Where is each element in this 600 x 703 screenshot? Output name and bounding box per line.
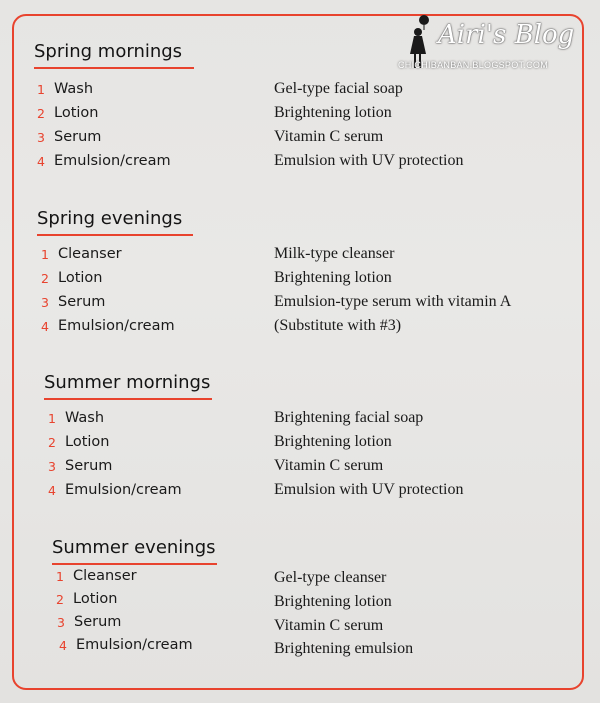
list-item	[0, 408, 560, 432]
product-name: Brightening lotion	[274, 593, 392, 610]
step-label: Cleanser	[73, 568, 137, 584]
section-title: Summer evenings	[52, 537, 216, 558]
section-title: Summer mornings	[44, 372, 211, 393]
blog-watermark	[396, 14, 582, 78]
product-name: Gel-type facial soap	[274, 80, 403, 97]
list-item	[0, 568, 560, 592]
list-item	[0, 268, 560, 292]
step-number: 4	[37, 154, 45, 169]
product-name: Emulsion with UV protection	[274, 481, 464, 498]
product-name: Brightening lotion	[274, 104, 392, 121]
step-number: 2	[41, 271, 49, 286]
product-name: Vitamin C serum	[274, 457, 384, 474]
step-label: Lotion	[73, 591, 118, 607]
step-label: Serum	[58, 294, 106, 310]
step-number: 1	[37, 82, 45, 97]
product-name: (Substitute with #3)	[274, 317, 402, 334]
product-name: Brightening lotion	[274, 433, 392, 450]
list-item	[0, 244, 560, 268]
list-item	[0, 637, 560, 661]
step-label: Lotion	[65, 434, 110, 450]
list-item	[0, 456, 560, 480]
step-number: 2	[37, 106, 45, 121]
step-label: Serum	[54, 129, 102, 145]
product-name: Emulsion-type serum with vitamin A	[274, 293, 512, 310]
step-number: 4	[41, 319, 49, 334]
step-number: 4	[48, 483, 56, 498]
step-number: 3	[41, 295, 49, 310]
list-item	[0, 79, 560, 103]
step-label: Cleanser	[58, 246, 122, 262]
product-name: Milk-type cleanser	[274, 245, 395, 262]
list-item	[0, 480, 560, 504]
list-item	[0, 292, 560, 316]
section-underline	[37, 234, 193, 236]
product-name: Brightening emulsion	[274, 640, 414, 657]
list-item	[0, 151, 560, 175]
step-label: Emulsion/cream	[76, 637, 193, 653]
step-number: 4	[59, 638, 67, 653]
step-number: 2	[56, 592, 64, 607]
list-item	[0, 591, 560, 615]
step-number: 2	[48, 435, 56, 450]
step-label: Emulsion/cream	[58, 318, 175, 334]
step-label: Serum	[74, 614, 122, 630]
list-item	[0, 103, 560, 127]
section-underline	[34, 67, 194, 69]
section-underline	[52, 563, 217, 565]
step-label: Wash	[54, 81, 94, 97]
section-underline	[44, 398, 212, 400]
step-label: Wash	[65, 410, 105, 426]
step-label: Emulsion/cream	[65, 482, 182, 498]
step-label: Lotion	[58, 270, 103, 286]
step-number: 3	[48, 459, 56, 474]
step-number: 3	[57, 615, 65, 630]
watermark-title: Airi's Blog	[438, 20, 575, 50]
product-name: Vitamin C serum	[274, 617, 384, 634]
step-number: 1	[41, 247, 49, 262]
watermark-url: CHICHIBANBAN.BLOGSPOT.COM	[398, 60, 549, 70]
product-name: Gel-type cleanser	[274, 569, 387, 586]
product-name: Emulsion with UV protection	[274, 152, 464, 169]
step-label: Serum	[65, 458, 113, 474]
list-item	[0, 614, 560, 638]
product-name: Brightening facial soap	[274, 409, 424, 426]
list-item	[0, 127, 560, 151]
list-item	[0, 432, 560, 456]
step-number: 1	[56, 569, 64, 584]
step-label: Emulsion/cream	[54, 153, 171, 169]
step-number: 3	[37, 130, 45, 145]
product-name: Vitamin C serum	[274, 128, 384, 145]
product-name: Brightening lotion	[274, 269, 392, 286]
list-item	[0, 316, 560, 340]
step-number: 1	[48, 411, 56, 426]
step-label: Lotion	[54, 105, 99, 121]
section-title: Spring mornings	[34, 41, 183, 62]
section-title: Spring evenings	[37, 208, 183, 229]
